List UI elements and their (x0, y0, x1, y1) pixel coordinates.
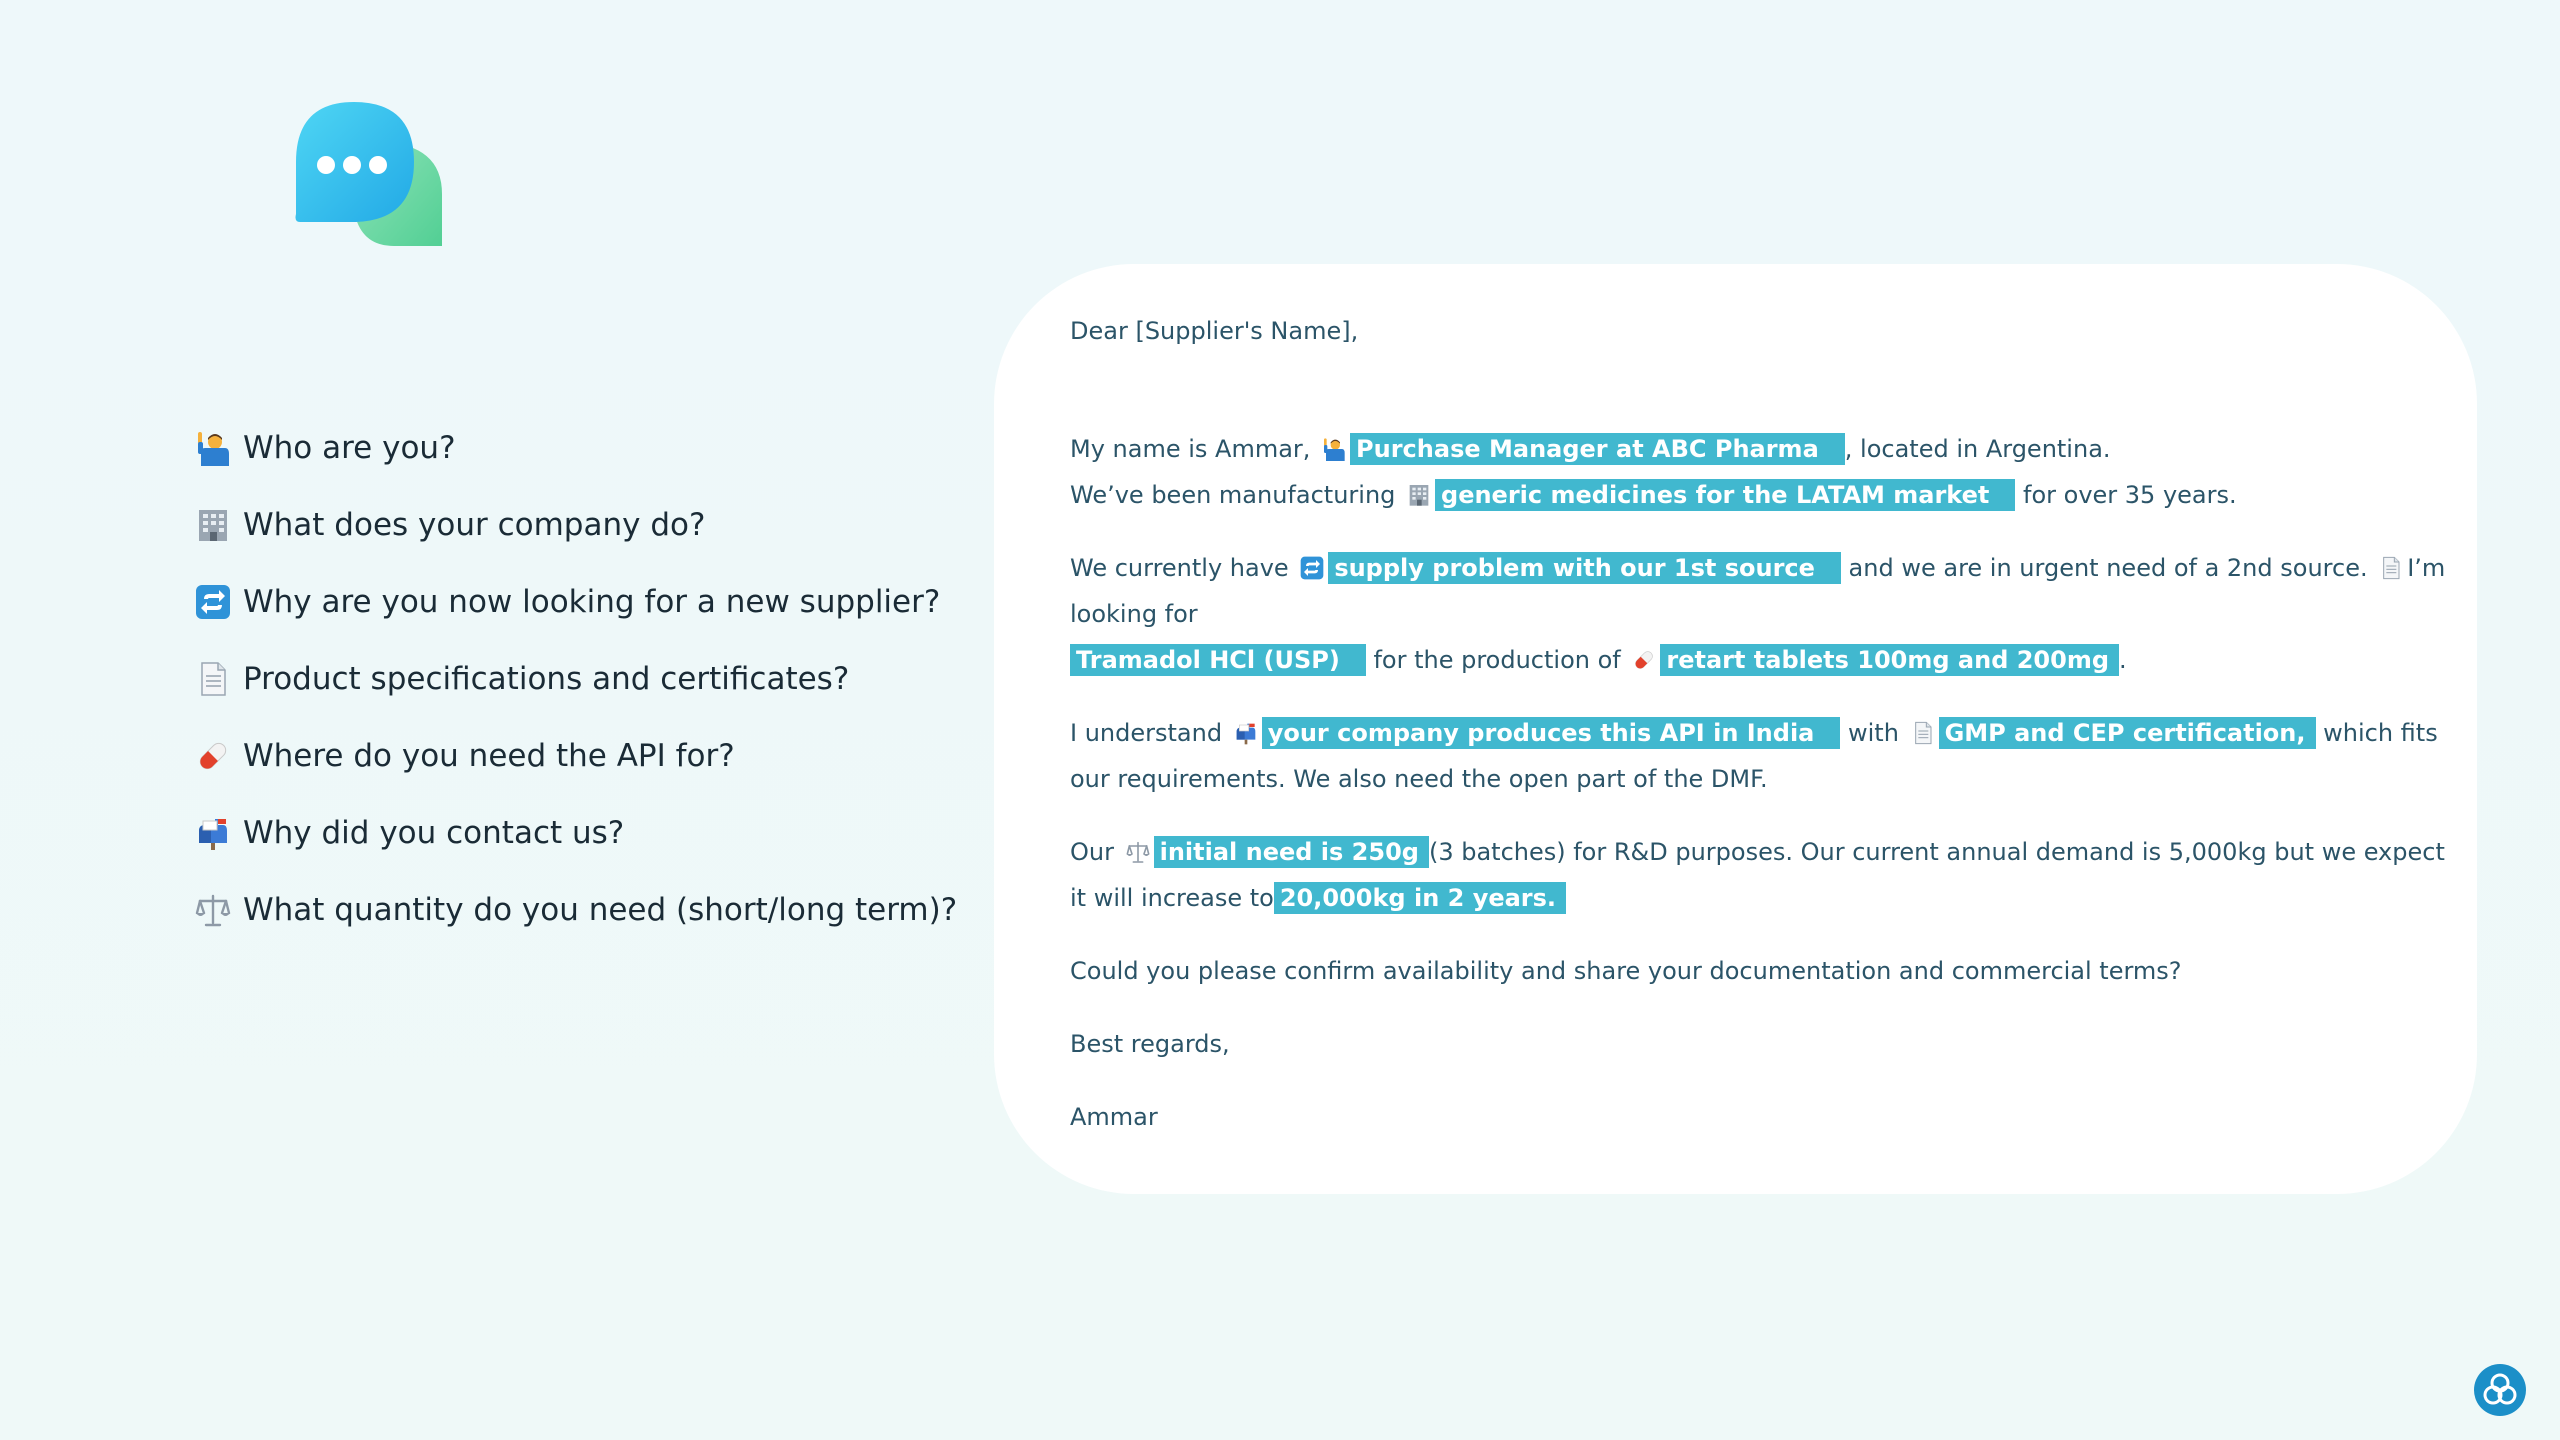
question-item (195, 651, 957, 728)
mailbox-icon (1234, 721, 1258, 745)
question-text: Why are you now looking for a new supplier? (243, 584, 941, 620)
question-text: Where do you need the API for? (243, 738, 735, 774)
question-item (195, 420, 957, 497)
sentence-end: . (2119, 646, 2127, 674)
help-badge-button[interactable] (2474, 1364, 2526, 1416)
question-text: Who are you? (243, 430, 456, 466)
understand-text: I understand (1070, 719, 1230, 747)
question-item (195, 805, 957, 882)
document-icon (195, 661, 231, 697)
intro-text: My name is Ammar, (1070, 435, 1319, 463)
balance-scale-icon (195, 892, 231, 928)
supply-need-text: and we are in urgent need of a 2nd source. (1840, 554, 2376, 582)
highlight-usage: retart tablets 100mg and 200mg (1660, 644, 2119, 676)
circles-logo-icon (2474, 1364, 2526, 1416)
highlight-future-demand: 20,000kg in 2 years. (1274, 882, 1566, 914)
letter-greeting: Dear [Supplier's Name], (1070, 317, 1359, 345)
document-icon (2379, 556, 2403, 580)
letter-supply (1070, 545, 2447, 683)
supply-text: We currently have (1070, 554, 1297, 582)
letter-quantity (1070, 829, 2447, 921)
question-item (195, 497, 957, 574)
highlight-api: Tramadol HCl (USP) (1070, 644, 1366, 676)
highlight-supply-problem: supply problem with our 1st source (1328, 552, 1841, 584)
highlight-product: generic medicines for the LATAM market (1435, 479, 2015, 511)
balance-scale-icon (1126, 840, 1150, 864)
repeat-arrows-icon (195, 584, 231, 620)
highlight-initial-need: initial need is 250g (1154, 836, 1429, 868)
question-item (195, 882, 957, 959)
mailbox-icon (195, 815, 231, 851)
demand-text: (3 batches) for R&D purposes. Our current annual demand is 5,000kg but we expect it will increase to (1070, 838, 2445, 912)
repeat-arrows-icon (1300, 556, 1324, 580)
chat-bubbles-icon (294, 102, 446, 248)
pill-icon (195, 738, 231, 774)
looking-for-text: I’m looking for (1070, 554, 2446, 628)
person-raising-hand-icon (1322, 437, 1346, 461)
letter-signature: Ammar (1070, 1103, 1158, 1131)
question-text: What quantity do you need (short/long term)? (243, 892, 958, 928)
office-building-icon (195, 507, 231, 543)
highlight-role: Purchase Manager at ABC Pharma (1350, 433, 1845, 465)
question-item (195, 574, 957, 651)
production-text: for the production of (1365, 646, 1629, 674)
office-building-icon (1407, 483, 1431, 507)
person-raising-hand-icon (195, 430, 231, 466)
with-text: with (1840, 719, 1907, 747)
letter-understand (1070, 710, 2447, 802)
question-item (195, 728, 957, 805)
question-list (195, 420, 957, 959)
question-text: Product specifications and certificates? (243, 661, 850, 697)
manufacturing-text: We’ve been manufacturing (1070, 481, 1404, 509)
highlight-reason: your company produces this API in India (1262, 717, 1841, 749)
letter-intro (1070, 426, 2447, 472)
email-letter-card (994, 264, 2477, 1194)
letter-manufacturing (1070, 472, 2447, 518)
pill-icon (1632, 648, 1656, 672)
letter-request: Could you please confirm availability and share your documentation and commercial terms? (1070, 957, 2182, 985)
highlight-certs: GMP and CEP certification, (1939, 717, 2316, 749)
question-text: What does your company do? (243, 507, 706, 543)
quantity-text: Our (1070, 838, 1122, 866)
requirements-text: which fits our requirements. We also need the open part of the DMF. (1070, 719, 2438, 793)
question-text: Why did you contact us? (243, 815, 625, 851)
document-icon (1911, 721, 1935, 745)
letter-closing: Best regards, (1070, 1030, 1230, 1058)
intro-location: , located in Argentina. (1844, 435, 2111, 463)
manufacturing-years: for over 35 years. (2015, 481, 2237, 509)
